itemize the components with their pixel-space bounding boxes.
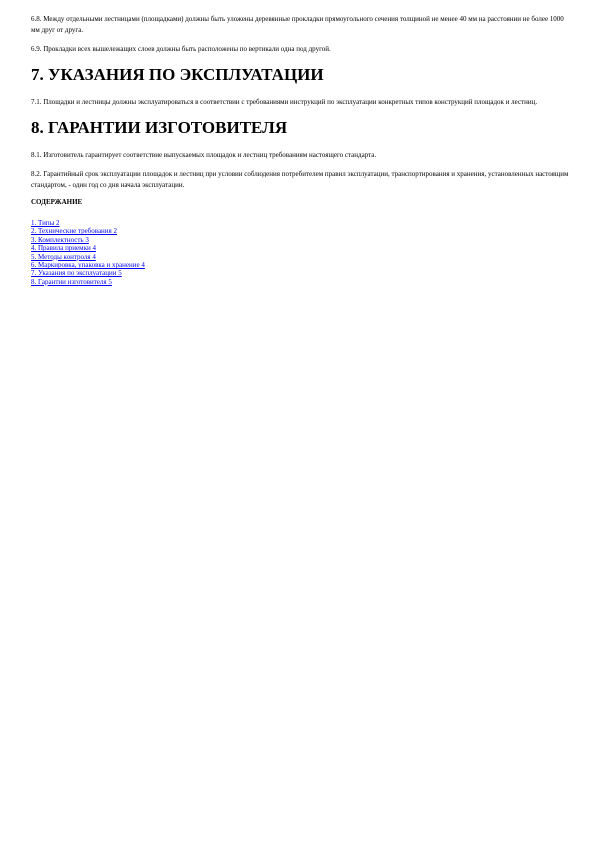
section-heading-7: 7. УКАЗАНИЯ ПО ЭКСПЛУАТАЦИИ (31, 65, 324, 84)
toc-link-5[interactable]: 5. Методы контроля 4 (31, 252, 96, 261)
toc-item (31, 236, 571, 244)
section-heading-8: 8. ГАРАНТИИ ИЗГОТОВИТЕЛЯ (31, 118, 288, 137)
table-of-contents (31, 219, 571, 286)
toc-item (31, 253, 571, 261)
paragraph-6-8: 6.8. Между отдельными лестницами (площадками) должны быть уложены деревянные прокладки прямоугольного сечения толщиной не менее 40 мм на расстоянии не более 1000 мм друг от друга. (31, 15, 564, 34)
toc-item (31, 278, 571, 286)
toc-link-1[interactable]: 1. Типы 2 (31, 219, 60, 227)
toc-link-3[interactable]: 3. Комплектность 3 (31, 235, 89, 244)
paragraph-7-1: 7.1. Площадки и лестницы должны эксплуатироваться в соответствии с требованиями инструкций по эксплуатации конкретных типов конструкций площадок и лестниц. (31, 98, 538, 106)
paragraph-8-1: 8.1. Изготовитель гарантирует соответствие выпускаемых площадок и лестниц требованиям настоящего стандарта. (31, 151, 377, 159)
toc-link-8[interactable]: 8. Гарантии изготовителя 5 (31, 277, 112, 286)
paragraph-6-9: 6.9. Прокладки всех вышележащих слоев должны быть расположены по вертикали одна под другой. (31, 45, 331, 53)
toc-item (31, 227, 571, 235)
toc-link-7[interactable]: 7. Указания по эксплуатации 5 (31, 269, 122, 278)
toc-link-6[interactable]: 6. Маркировка, упаковка и хранение 4 (31, 261, 145, 270)
toc-link-4[interactable]: 4. Правила приемки 4 (31, 244, 96, 253)
toc-item (31, 261, 571, 269)
toc-title: СОДЕРЖАНИЕ (31, 198, 83, 206)
toc-item (31, 244, 571, 252)
toc-item (31, 219, 571, 227)
toc-link-2[interactable]: 2. Технические требования 2 (31, 227, 118, 236)
paragraph-8-2: 8.2. Гарантийный срок эксплуатации площадок и лестниц при условии соблюдения потребителем правил эксплуатации, транспортирования и хранения, установленных настоящим стандартом, - один год со дня начала эксплуатации. (31, 170, 569, 189)
document-page (31, 14, 571, 286)
toc-item (31, 269, 571, 277)
